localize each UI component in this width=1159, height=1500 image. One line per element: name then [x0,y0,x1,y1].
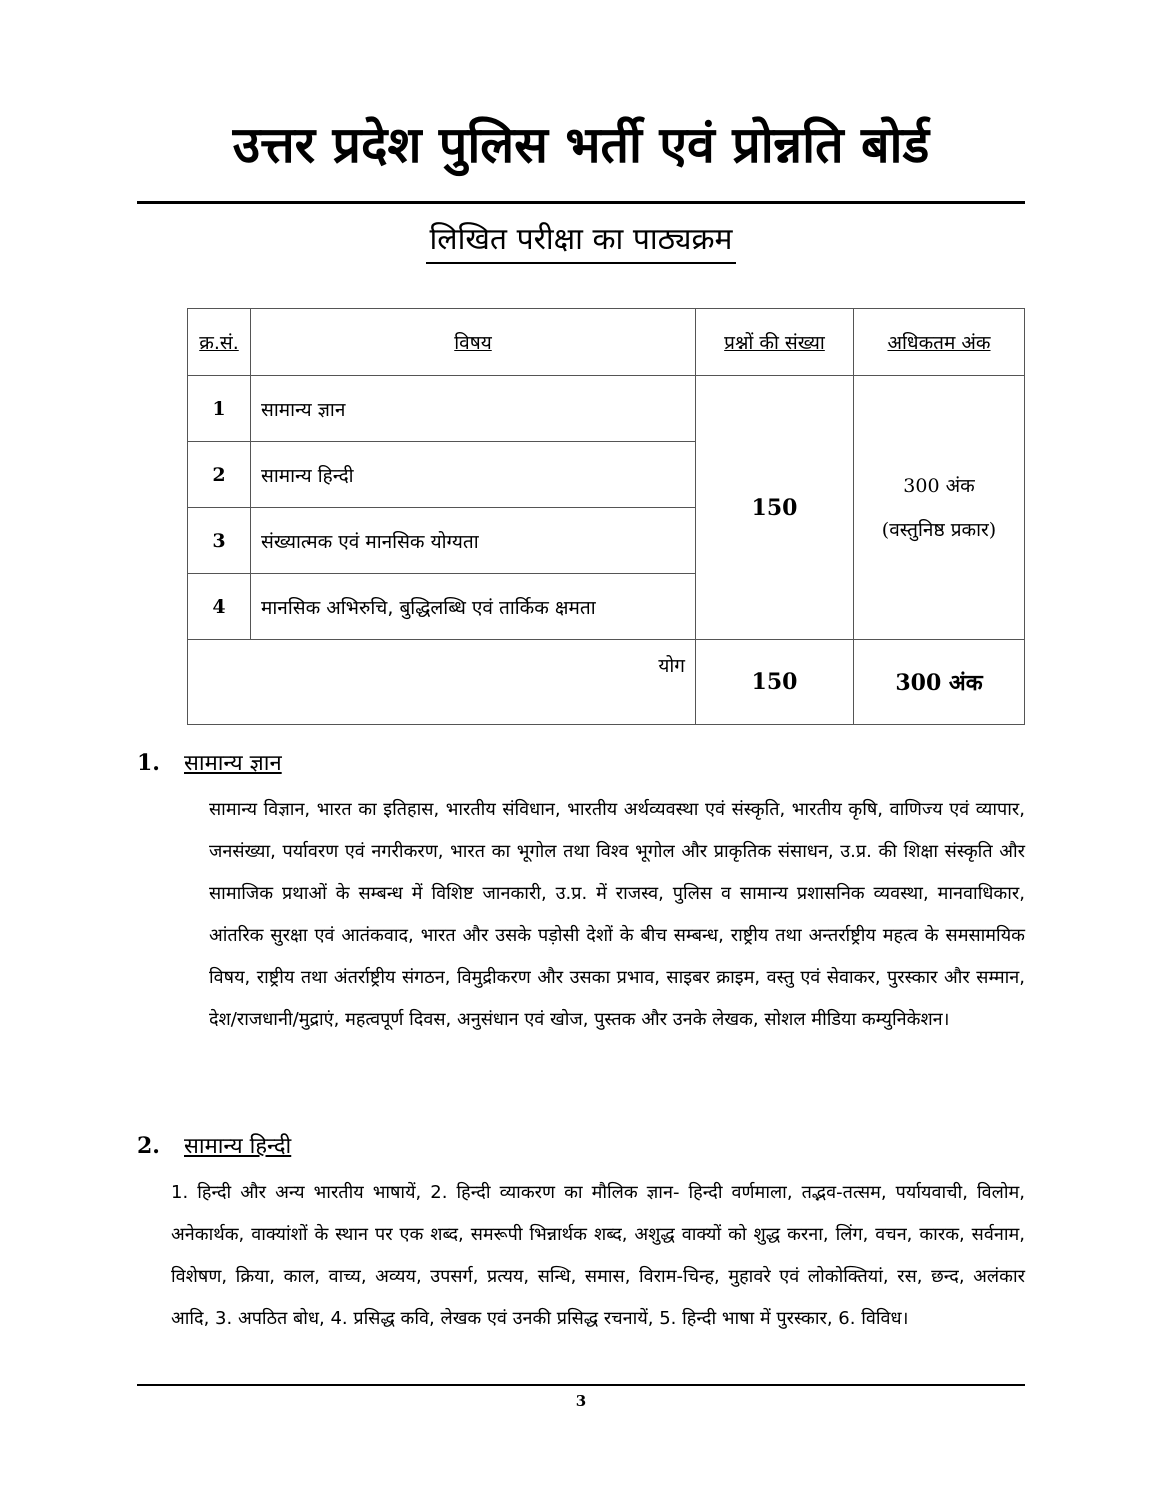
questions-cell: 150 [696,376,854,640]
section-title: सामान्य हिन्दी [184,1134,292,1159]
subtitle-container [137,218,1025,264]
page-number: 3 [575,1392,587,1410]
marks-type: (वस्तुनिष्ठ प्रकार) [881,518,997,541]
subject-cell: सामान्य ज्ञान [251,376,696,442]
section-number: 2. [137,1133,160,1159]
total-row [188,640,1025,725]
header-divider [137,201,1025,204]
section-title: सामान्य ज्ञान [184,751,282,776]
section-heading-general-knowledge [137,746,282,781]
serial-cell: 4 [188,574,251,640]
section-heading-general-hindi [137,1129,291,1164]
footer-divider [137,1384,1025,1386]
section-body-general-knowledge: सामान्य विज्ञान, भारत का इतिहास, भारतीय संविधान, भारतीय अर्थव्यवस्था एवं संस्कृति, भारतीय कृषि, वाणिज्य एवं व्यापार, जनसंख्या, पर्यावरण एवं नगरीकरण, भारत का भूगोल तथा विश्व भूगोल और प्राकृतिक संसाधन, उ.प्र. की शिक्षा संस्कृति और सामाजिक प्रथाओं के सम्बन्ध में विशिष्ट जानकारी, उ.प्र. में राजस्व, पुलिस व सामान्य प्रशासनिक व्यवस्था, मानवाधिकार, आंतरिक सुरक्षा एवं आतंकवाद, भारत और उसके पड़ोसी देशों के बीच सम्बन्ध, राष्ट्रीय तथा अन्तर्राष्ट्रीय महत्व के समसामयिक विषय, राष्ट्रीय तथा अंतर्राष्ट्रीय संगठन, विमुद्रीकरण और उसका प्रभाव, साइबर क्राइम, वस्तु एवं सेवाकर, पुरस्कार और सम्मान, देश/राजधानी/मुद्राएं, महत्वपूर्ण दिवस, अनुसंधान एवं खोज, पुस्तक और उनके लेखक, सोशल मीडिया कम्युनिकेशन। [209,799,1025,1030]
syllabus-table [187,308,1025,725]
total-label: योग [188,640,696,725]
marks-cell [854,376,1025,640]
total-marks: 300 अंक [854,640,1025,725]
page-title: उत्तर प्रदेश पुलिस भर्ती एवं प्रोन्नति बोर्ड [232,116,930,174]
table-row [188,376,1025,442]
header-serial: क्र.सं. [188,309,251,376]
header-subject: विषय [251,309,696,376]
section-number: 1. [137,750,160,776]
page-subtitle: लिखित परीक्षा का पाठ्यक्रम [426,218,737,264]
total-questions: 150 [696,640,854,725]
subject-cell: संख्यात्मक एवं मानसिक योग्यता [251,508,696,574]
table-header-row [188,309,1025,376]
subject-cell: मानसिक अभिरुचि, बुद्धिलब्धि एवं तार्किक क्षमता [251,574,696,640]
header-marks: अधिकतम अंक [854,309,1025,376]
serial-cell: 1 [188,376,251,442]
header-questions: प्रश्नों की संख्या [696,309,854,376]
serial-cell: 3 [188,508,251,574]
subject-cell: सामान्य हिन्दी [251,442,696,508]
marks-value: 300 अंक [903,474,975,497]
serial-cell: 2 [188,442,251,508]
section-body-general-hindi: 1. हिन्दी और अन्य भारतीय भाषायें, 2. हिन्दी व्याकरण का मौलिक ज्ञान- हिन्दी वर्णमाला, तद्भव-तत्सम, पर्यायवाची, विलोम, अनेकार्थक, वाक्यांशों के स्थान पर एक शब्द, समरूपी भिन्नार्थक शब्द, अशुद्ध वाक्यों को शुद्ध करना, लिंग, वचन, कारक, सर्वनाम, विशेषण, क्रिया, काल, वाच्य, अव्यय, उपसर्ग, प्रत्यय, सन्धि, समास, विराम-चिन्ह, मुहावरे एवं लोकोक्तियां, रस, छन्द, अलंकार आदि, 3. अपठित बोध, 4. प्रसिद्ध कवि, लेखक एवं उनकी प्रसिद्ध रचनायें, 5. हिन्दी भाषा में पुरस्कार, 6. विविध। [171,1182,1025,1329]
